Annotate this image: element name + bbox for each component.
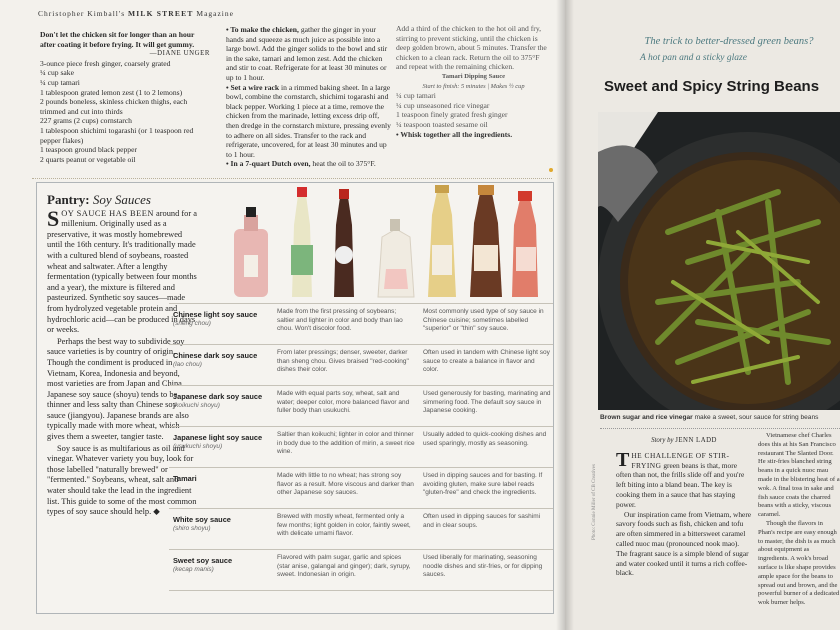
sauce-name-cell bbox=[173, 351, 269, 369]
page-gutter bbox=[556, 0, 574, 630]
sauce-description: Flavored with palm sugar, garlic and spices (star anise, galangal and ginger); dark, syrupy, sweet. Indonesian in origin. bbox=[277, 554, 411, 579]
sauce-ingredient: ¼ cup unseasoned rice vinegar bbox=[396, 100, 490, 110]
caption-text: make a sweet, sour sauce for string beans bbox=[694, 414, 819, 421]
soy-sauce-table bbox=[169, 303, 553, 591]
sauce-name-cell bbox=[173, 433, 269, 451]
ingredient-item: 1 tablespoon grated lemon zest (1 to 2 lemons) bbox=[40, 87, 183, 97]
sauce-alt-name: (shiro shoyu) bbox=[173, 525, 211, 532]
section-divider bbox=[32, 178, 552, 179]
sauce-ingredient: 1 teaspoon finely grated fresh ginger bbox=[396, 110, 508, 120]
step-1 bbox=[226, 25, 394, 83]
photo-caption bbox=[600, 414, 840, 421]
sauce-name-cell bbox=[173, 310, 269, 328]
caption-rule bbox=[600, 428, 840, 429]
recipe-column-ingredients bbox=[40, 30, 210, 164]
lead-caps: HE CHALLENGE OF STIR-FRYING bbox=[631, 450, 730, 470]
sauce-name: Japanese light soy sauce bbox=[173, 433, 263, 442]
article-teaser: The trick to better-dressed green beans? bbox=[644, 36, 814, 47]
pantry-sidebar bbox=[36, 182, 554, 614]
sauce-ingredient: ¼ teaspoon toasted sesame oil bbox=[396, 119, 488, 129]
ingredient-item: 3-ounce piece fresh ginger, coarsely grated bbox=[40, 58, 171, 68]
table-row bbox=[169, 549, 553, 591]
sauce-alt-name: (usukuchi shoyu) bbox=[173, 443, 223, 450]
sauce-description: From later pressings; denser, sweeter, darker than sheng chou. Gives braised "red-cooking" dishes their color. bbox=[277, 349, 409, 374]
ingredient-item: ¼ cup tamari bbox=[40, 77, 80, 87]
sauce-alt-name: (sheng chou) bbox=[173, 320, 211, 327]
article-paragraph-3: Vietnamese chef Charles does this at his San Francisco restaurant The Slanted Door. He stir-fries blanched string beans in a quick nuoc mau made in the blistering heat of a wok. A final toss in sake and fish sauce coats the charred beans with a sticky, viscous caramel. bbox=[758, 432, 840, 519]
article-paragraph-2: Our inspiration came from Vietnam, where savory foods such as fish, chicken and tofu are often simmered in a bittersweet caramel called nuoc mau (pronounced nook mao). The fragrant sauce is a simple blend of sugar and water cooked until it turns a rich coffee-black. bbox=[616, 509, 752, 578]
sauce-description: Brewed with mostly wheat, fermented only a few months; light golden in color, faintly sweet, with delicate umami flavor. bbox=[277, 513, 411, 538]
bottle-illustration bbox=[470, 185, 502, 297]
string-beans-photo bbox=[598, 112, 840, 410]
bottle-illustration bbox=[234, 207, 268, 297]
sauce-usage: Most commonly used type of soy sauce in Chinese cuisine; sometimes labelled "superior" or "thin" soy sauce. bbox=[423, 308, 544, 333]
ingredient-item: 2 quarts peanut or vegetable oil bbox=[40, 154, 136, 164]
sauce-alt-name: (kecap manis) bbox=[173, 566, 214, 573]
step-1-lead: • To make the chicken, bbox=[226, 25, 299, 34]
sauce-alt-name: (lao chou) bbox=[173, 361, 202, 368]
article-paragraph-1 bbox=[616, 448, 752, 510]
table-row bbox=[169, 303, 553, 344]
sauce-step: • Whisk together all the ingredients. bbox=[396, 129, 513, 139]
recipe-column-steps bbox=[226, 25, 394, 169]
soy-sauce-bottles-illustration bbox=[202, 185, 552, 305]
tip-author: —DIANE UNGER bbox=[149, 50, 210, 58]
sauce-name: Tamari bbox=[173, 474, 197, 483]
ingredient-item: 2 pounds boneless, skinless chicken thighs, each trimmed and cut into thirds bbox=[40, 97, 188, 116]
drop-cap: T bbox=[616, 448, 630, 471]
sauce-name-cell bbox=[173, 392, 269, 410]
ingredient-item: 1 tablespoon shichimi togarashi (or 1 teaspoon red pepper flakes) bbox=[40, 125, 194, 145]
frying-text: Add a third of the chicken to the hot oil and fry, stirring to prevent sticking, until the chicken is deep golden brown, about 5 minutes. Transfer the chicken to a clean rack. Return the oil to 375°F and repeat with the remaining chicken. bbox=[396, 24, 547, 72]
pantry-title-sub: Soy Sauces bbox=[92, 192, 151, 207]
ingredient-item: 1 teaspoon ground black pepper bbox=[40, 145, 138, 155]
sauce-usage: Often used in tandem with Chinese light soy sauce to create a balance in flavor and color. bbox=[423, 349, 550, 374]
bottle-illustration bbox=[428, 185, 456, 297]
ingredient-item: 227 grams (2 cups) cornstarch bbox=[40, 116, 132, 126]
sauce-usage: Usually added to quick-cooking dishes and used sparingly, mostly as seasoning. bbox=[423, 431, 547, 447]
sauce-usage: Used in dipping sauces and for basting. If avoiding gluten, make sure label reads "gluten-free" and check the ingredients. bbox=[423, 472, 543, 497]
article-title: Sweet and Spicy String Beans bbox=[604, 78, 820, 95]
sauce-name: Japanese dark soy sauce bbox=[173, 392, 263, 401]
article-teaser-2: A hot pan and a sticky glaze bbox=[640, 53, 747, 63]
pantry-text: around for a millenium. Originally used as a preservative, it was mostly homebrewed until the 16th century. It's traditionally made with a cultured blend of soybeans, roasted wheat and saltwater. After a lengthy fermentation (typically between four months and a year), the mixture is filtered and pasteurized. Synthetic soy sauces—made from hydrolyzed vegetable protein and hydrochloric acid—can be produced in days or weeks. bbox=[47, 208, 197, 335]
step-3 bbox=[226, 159, 394, 169]
caption-bold: Brown sugar and rice vinegar bbox=[600, 414, 693, 421]
sauce-name-cell bbox=[173, 515, 269, 533]
accent-dot bbox=[549, 168, 553, 172]
step-3-lead: • In a 7-quart Dutch oven, bbox=[226, 159, 311, 169]
bottle-illustration bbox=[378, 219, 414, 297]
pantry-title bbox=[47, 192, 197, 207]
running-title-name: Christopher Kimball's bbox=[38, 9, 126, 18]
sauce-name: White soy sauce bbox=[173, 515, 231, 524]
sauce-name: Chinese dark soy sauce bbox=[173, 351, 258, 360]
step-2 bbox=[226, 83, 394, 160]
step-2-text: in a rimmed baking sheet. In a large bowl, combine the cornstarch, shichimi togarashi and black pepper. Working 1 piece at a time, remove the chicken from the marinade, letting excess drip off, then dredge in the cornstarch mixture, pressing evenly to adhere on all sides. Transfer to the rack and refrigerate, uncovered, for at least 30 minutes and up to 1 hour. bbox=[226, 82, 391, 159]
running-title-brand: MILK STREET bbox=[128, 9, 194, 18]
sauce-description: Made with little to no wheat; has strong soy flavor as a result. More viscous and darker than other Japanese soy sauces. bbox=[277, 472, 414, 497]
sauce-ingredient: ¼ cup tamari bbox=[396, 91, 436, 101]
article-text: green beans is that, more often than not, the frills slide off and you're left biting into a bland bean. The key is cooking them in a sauce that has staying power. bbox=[616, 460, 745, 509]
sauce-title: Tamari Dipping Sauce bbox=[441, 72, 506, 80]
story-label: Story by bbox=[651, 437, 674, 444]
article-paragraph-4: Though the flavors in Phan's recipe are easy enough to master, the dish is as much about equipment as ingredients. A wok's broad surface is like shape provides ample space for the beans to spread out and brown, and the powerful burner of a dedicated wok burner helps. bbox=[758, 519, 840, 607]
sauce-name: Chinese light soy sauce bbox=[173, 310, 258, 319]
pantry-paragraph-3: Soy sauce is as multifarious as oil and vinegar. Whatever variety you buy, look for those labelled "naturally brewed" or "fermented." Soybeans, wheat, salt and water should take the lead in the ingredient list. This guide to some of the most common types of soy sauce should help. ◆ bbox=[47, 443, 197, 517]
table-row bbox=[169, 467, 553, 508]
sauce-name-cell bbox=[173, 556, 269, 574]
running-header bbox=[38, 9, 234, 18]
story-byline bbox=[616, 436, 752, 446]
table-row bbox=[169, 385, 553, 426]
table-row bbox=[169, 508, 553, 549]
bottle-illustration bbox=[291, 187, 313, 297]
photo-credit: Photo: Connie Miller of CB Creatives bbox=[592, 464, 597, 540]
sauce-usage: Used liberally for marinating, seasoning noodle dishes and stir-fries, or for dipping sauces. bbox=[423, 554, 543, 579]
story-author: JENN LADD bbox=[675, 437, 717, 444]
article-column-1 bbox=[616, 436, 752, 578]
sauce-usage: Used generously for basting, marinating and simmering food. The default soy sauce in Japanese cooking. bbox=[423, 390, 551, 415]
sauce-name-cell bbox=[173, 474, 269, 483]
table-row bbox=[169, 426, 553, 467]
recipe-column-sauce bbox=[396, 24, 551, 139]
step-2-lead: • Set a wire rack bbox=[226, 82, 280, 92]
lead-caps: OY SAUCE HAS BEEN bbox=[61, 208, 154, 218]
sauce-usage: Often used in dipping sauces for sashimi and in clear soups. bbox=[423, 513, 541, 529]
sauce-name: Sweet soy sauce bbox=[173, 556, 233, 565]
step-1-text: gather the ginger in your hands and squeeze as much juice as possible into a large bowl. Add the ginger solids to the bowl and stir in the sake, tamari and lemon zest. Add the chicken and stir to coat. Refrigerate for at least 30 minutes or up to 1 hour. bbox=[226, 25, 388, 82]
bottle-illustration bbox=[334, 189, 354, 297]
sauce-description: Saltier than koikuchi; lighter in color and thinner in body due to the addition of mirin, a sweet rice wine. bbox=[277, 431, 415, 456]
ingredient-item: ¼ cup sake bbox=[40, 68, 74, 78]
sauce-description: Made from the first pressing of soybeans; saltier and lighter in color and body than lao chou. Won't discolor food. bbox=[277, 308, 403, 333]
pantry-title-main: Pantry: bbox=[47, 192, 90, 207]
sauce-alt-name: (koikuchi shoyu) bbox=[173, 402, 220, 409]
pantry-paragraph-2: Perhaps the best way to subdivide soy sauce varieties is by country of origin. Though the condiment is produced in Vietnam, Korea, Indonesia and beyond, most varieties are from Japan and China. Japanese soy sauce (shoyu) tends to be thinner and less salty than Chinese soy sauce (jiangyou). Japanese brands are also typically made with more wheat, which gives them a sweeter, tangier taste. bbox=[47, 336, 189, 442]
tip-text: Don't let the chicken sit for longer than an hour after coating it before frying. It will get gummy. bbox=[40, 30, 195, 49]
sauce-subtitle: Start to finish: 5 minutes | Makes ½ cup bbox=[422, 82, 525, 90]
bottle-illustration bbox=[512, 191, 538, 297]
running-title-suffix: Magazine bbox=[196, 9, 234, 18]
drop-cap: S bbox=[47, 205, 60, 231]
article-column-2 bbox=[758, 432, 840, 608]
table-row bbox=[169, 344, 553, 385]
step-3-text: heat the oil to 375°F. bbox=[312, 159, 376, 169]
sauce-description: Made with equal parts soy, wheat, salt and water; deeper color, more balanced flavor and fuller body than usukuchi. bbox=[277, 390, 410, 415]
